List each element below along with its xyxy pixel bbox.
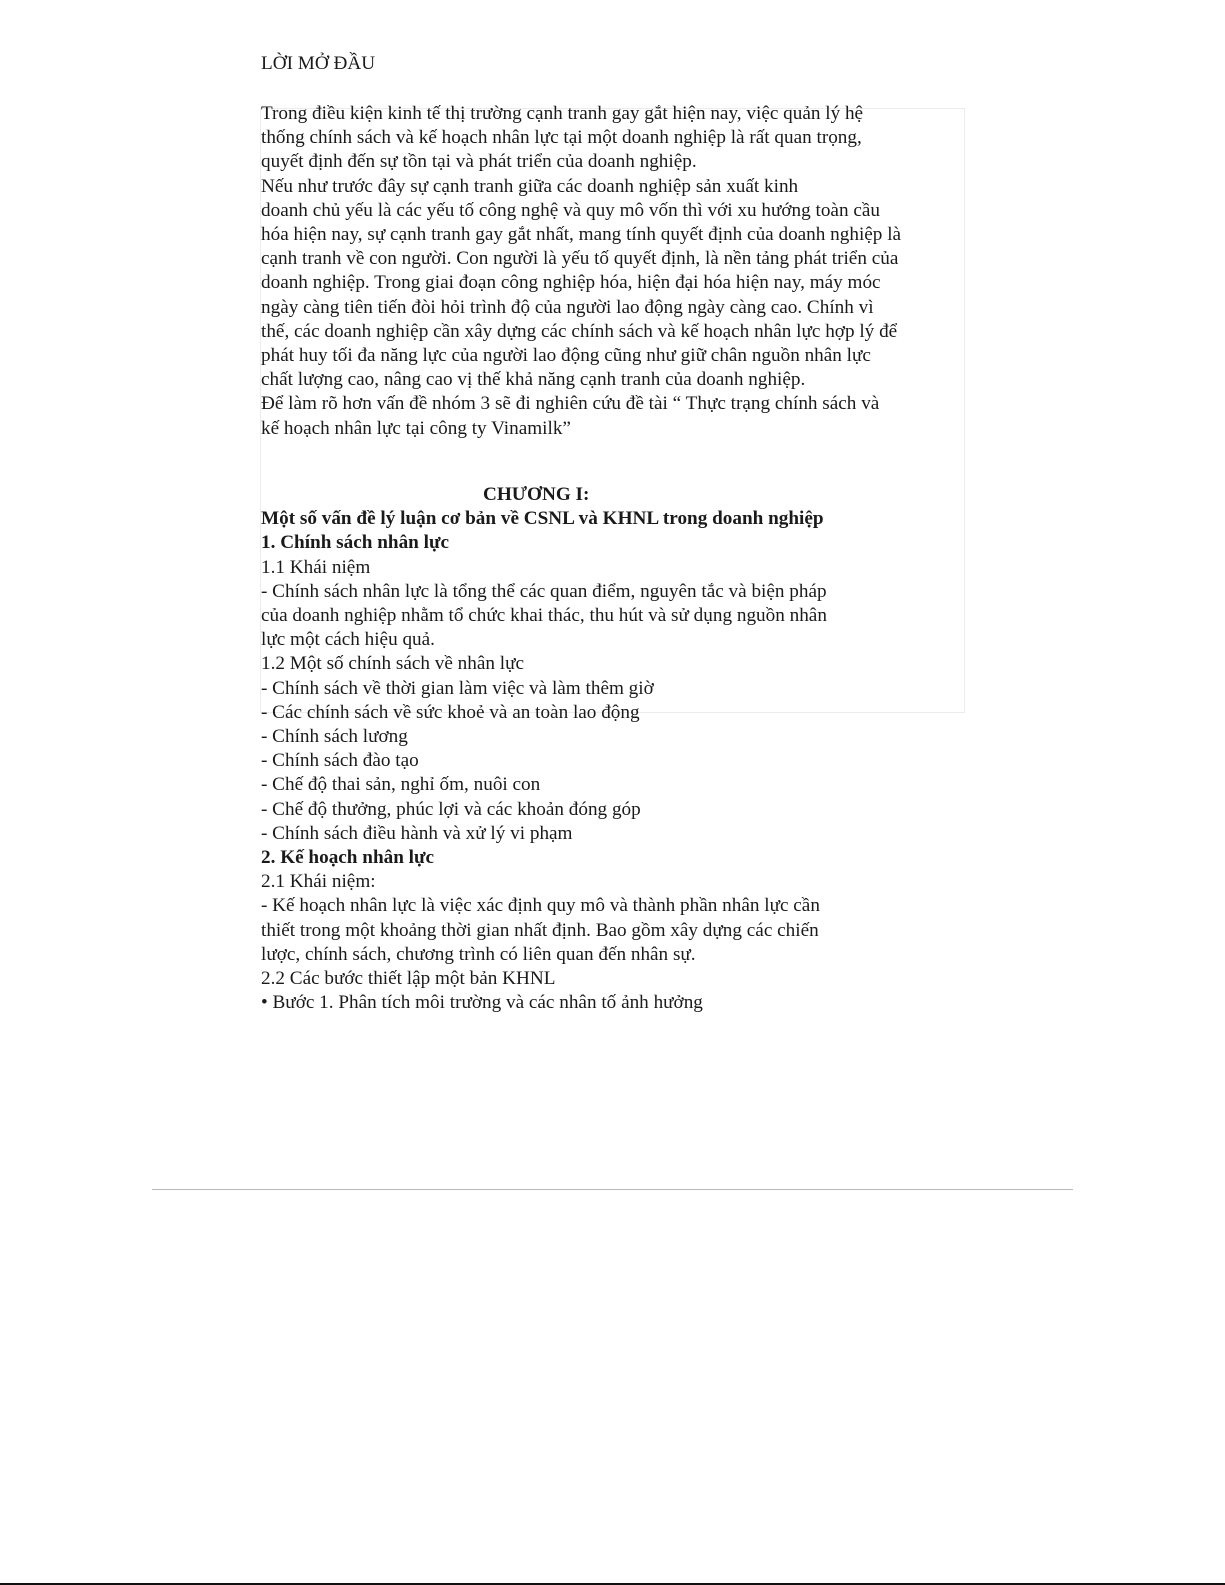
intro-paragraph [261, 102, 901, 441]
definition-line: thiết trong một khoảng thời gian nhất định. Bao gồm xây dựng các chiến [261, 919, 819, 941]
intro-line: Nếu như trước đây sự cạnh tranh giữa các doanh nghiệp sản xuất kinh [261, 175, 799, 197]
definition-line: của doanh nghiệp nhằm tổ chức khai thác, thu hút và sử dụng nguồn nhân [261, 605, 827, 627]
subsection-title: 2.1 Khái niệm: [261, 871, 376, 893]
policy-list-item: - Chính sách lương [261, 726, 408, 748]
definition-line: lực một cách hiệu quả. [261, 629, 435, 651]
chapter-one [261, 483, 971, 1015]
subsection-title: 2.2 Các bước thiết lập một bản KHNL [261, 968, 556, 990]
subsection-title: 1.2 Một số chính sách về nhân lực [261, 653, 524, 675]
policy-list-item: - Chính sách đào tạo [261, 750, 419, 772]
step-list-item: • Bước 1. Phân tích môi trường và các nhân tố ảnh hưởng [261, 992, 703, 1014]
policy-list-item: - Chế độ thai sản, nghỉ ốm, nuôi con [261, 774, 541, 796]
definition-line: - Kế hoạch nhân lực là việc xác định quy mô và thành phần nhân lực cần [261, 895, 820, 917]
intro-line: thống chính sách và kế hoạch nhân lực tại một doanh nghiệp là rất quan trọng, [261, 127, 862, 149]
intro-line: thế, các doanh nghiệp cần xây dựng các chính sách và kế hoạch nhân lực hợp lý để [261, 320, 898, 342]
policy-list-item: - Chính sách về thời gian làm việc và làm thêm giờ [261, 677, 654, 699]
intro-line: doanh nghiệp. Trong giai đoạn công nghiệp hóa, hiện đại hóa hiện nay, máy móc [261, 272, 881, 294]
section-title: 2. Kế hoạch nhân lực [261, 847, 435, 869]
intro-line: quyết định đến sự tồn tại và phát triển của doanh nghiệp. [261, 151, 697, 173]
definition-line: - Chính sách nhân lực là tổng thể các quan điểm, nguyên tắc và biện pháp [261, 580, 827, 602]
policy-list-item: - Chính sách điều hành và xử lý vi phạm [261, 822, 573, 844]
intro-line: cạnh tranh về con người. Con người là yếu tố quyết định, là nền tảng phát triển của [261, 248, 899, 270]
page-break-divider [152, 1189, 1073, 1190]
intro-line: chất lượng cao, nâng cao vị thế khả năng cạnh tranh của doanh nghiệp. [261, 369, 806, 391]
section-title: 1. Chính sách nhân lực [261, 532, 449, 554]
subsection-title: 1.1 Khái niệm [261, 556, 371, 578]
intro-line: doanh chủ yếu là các yếu tố công nghệ và quy mô vốn thì với xu hướng toàn cầu [261, 199, 880, 221]
intro-line: Trong điều kiện kinh tế thị trường cạnh tranh gay gắt hiện nay, việc quản lý hệ [261, 103, 864, 124]
intro-line: kế hoạch nhân lực tại công ty Vinamilk” [261, 417, 571, 439]
intro-line: hóa hiện nay, sự cạnh tranh gay gắt nhất, mang tính quyết định của doanh nghiệp là [261, 224, 902, 246]
chapter-subtitle: Một số vấn đề lý luận cơ bản về CSNL và KHNL trong doanh nghiệp [261, 508, 824, 530]
chapter-title: CHƯƠNG I: [483, 484, 590, 505]
definition-line: lược, chính sách, chương trình có liên quan đến nhân sự. [261, 943, 696, 965]
page-heading: LỜI MỞ ĐẦU [261, 53, 376, 74]
intro-line: phát huy tối đa năng lực của người lao động cũng như giữ chân nguồn nhân lực [261, 345, 871, 367]
policy-list-item: - Chế độ thưởng, phúc lợi và các khoản đóng góp [261, 798, 641, 820]
intro-line: Để làm rõ hơn vấn đề nhóm 3 sẽ đi nghiên cứu đề tài “ Thực trạng chính sách và [261, 393, 880, 415]
policy-list-item: - Các chính sách về sức khoẻ và an toàn lao động [261, 701, 640, 723]
intro-line: ngày càng tiên tiến đòi hỏi trình độ của người lao động ngày càng cao. Chính vì [261, 296, 874, 318]
